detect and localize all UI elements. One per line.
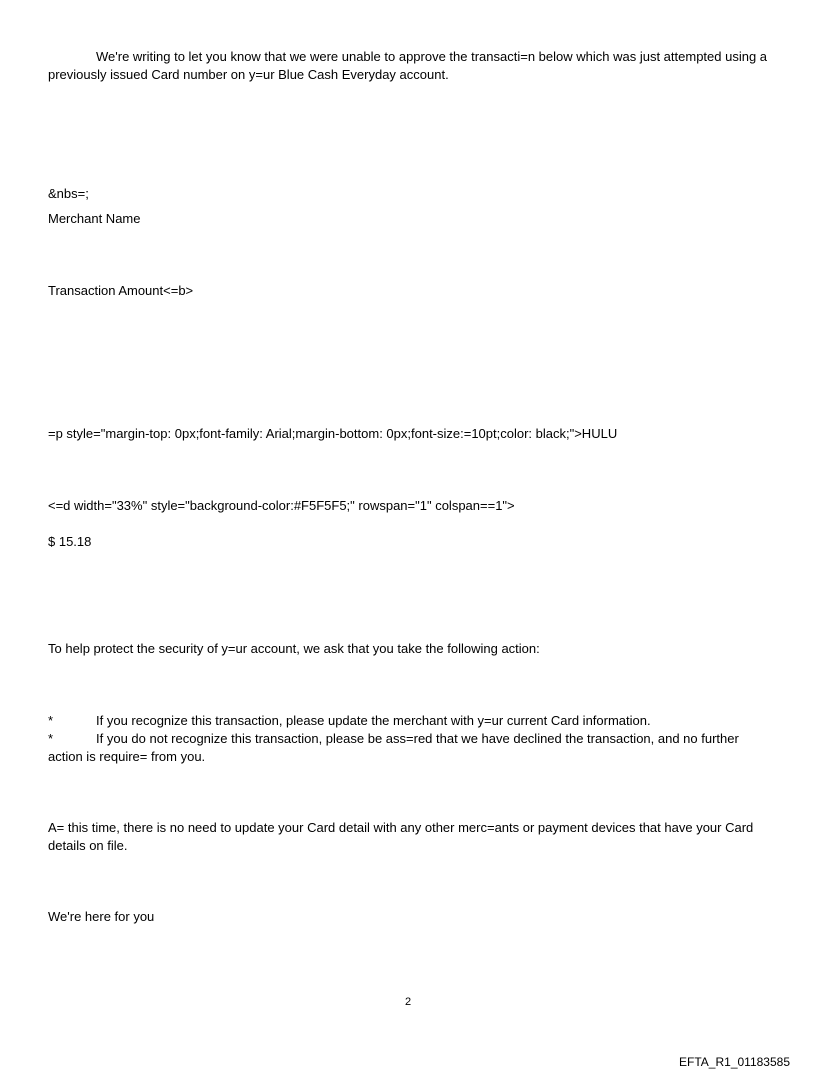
- no-update-paragraph: A= this time, there is no need to update your Card detail with any other merc=ants or payment devices that have your Card details on file.: [48, 820, 754, 853]
- bullet-marker: *: [48, 731, 54, 746]
- bullet-marker: *: [48, 713, 54, 728]
- document-id: EFTA_R1_01183585: [679, 1055, 790, 1069]
- bullet-item-recognize: [48, 712, 770, 730]
- transaction-amount-value: $ 15.18: [48, 534, 92, 549]
- page-number: 2: [404, 996, 412, 1008]
- bullet-text: If you do not recognize this transaction, please be ass=red that we have declined the transaction, and no further action is require= from you.: [48, 731, 739, 764]
- merchant-name-label: Merchant Name: [48, 211, 141, 226]
- bullet-text: If you recognize this transaction, please update the merchant with y=ur current Card information.: [96, 713, 651, 728]
- table-cell-html-artifact: <=d width="33%" style="background-color:#F5F5F5;" rowspan="1" colspan==1">: [48, 498, 515, 513]
- bullet-item-not-recognize: [48, 730, 770, 766]
- intro-paragraph: We're writing to let you know that we were unable to approve the transacti=n below which was just attempted using a previously issued Card number on y=ur Blue Cash Everyday account.: [48, 49, 768, 82]
- security-intro-text: To help protect the security of y=ur account, we ask that you take the following action:: [48, 641, 540, 656]
- closing-text: We're here for you: [48, 909, 155, 924]
- merchant-value-html-artifact: =p style="margin-top: 0px;font-family: Arial;margin-bottom: 0px;font-size:=10pt;color: black;">HULU: [48, 426, 618, 441]
- nbsp-artifact-text: &nbs=;: [48, 186, 89, 201]
- transaction-amount-label: Transaction Amount<=b>: [48, 283, 194, 298]
